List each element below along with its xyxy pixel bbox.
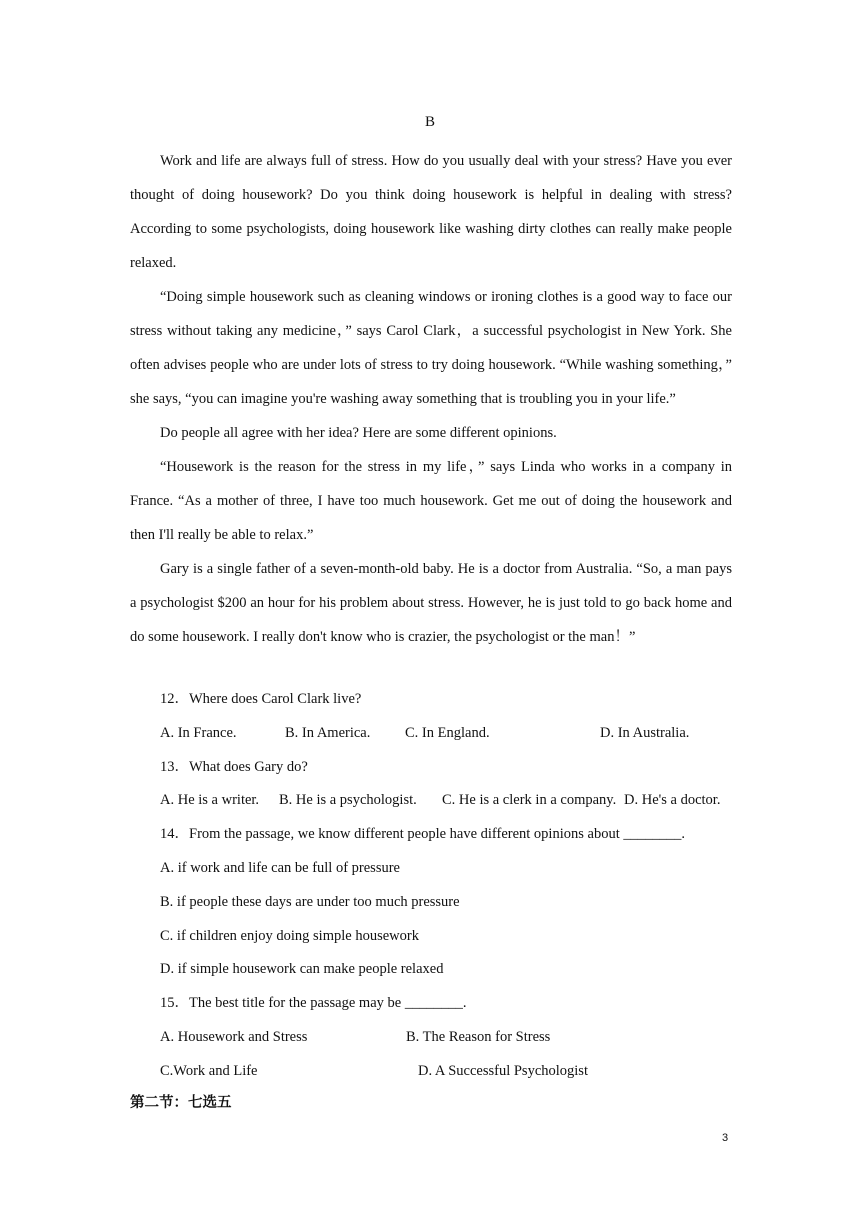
question-14-option-d: D. if simple housework can make people relaxed: [160, 961, 444, 978]
paragraph-1: Work and life are always full of stress. How do you usually deal with your stress? Have you ever thought of doing housework? Do you think doing housework is helpful in dealing with stress? According to some psychologists, doing housework like washing dirty clothes can really make people relaxed.: [130, 153, 732, 271]
question-13-options: [160, 784, 750, 818]
question-15-options-row-1: [160, 1021, 750, 1055]
question-12-option-a: A. In France.: [160, 724, 237, 741]
paragraph-4: “Housework is the reason for the stress in my life，” says Linda who works in a company in France. “As a mother of three, I have too much housework. Get me out of doing the housework and then I'll really be able to relax.”: [130, 459, 732, 543]
question-13-option-a: A. He is a writer.: [160, 792, 260, 809]
question-12-option-c: C. In England.: [405, 724, 490, 741]
reading-passage: [130, 144, 732, 654]
paragraph-5: Gary is a single father of a seven-month-old baby. He is a doctor from Australia. “So, a man pays a psychologist $200 an hour for his problem about stress. However, he is just told to go back home and do some housework. I really don't know who is crazier, the psychologist or the man！”: [130, 561, 732, 645]
question-15-stem: 15．The best title for the passage may be ________.: [160, 995, 467, 1012]
question-14-stem: 14．From the passage, we know different people have different opinions about ________.: [160, 826, 685, 843]
question-15-option-c: C.Work and Life: [160, 1062, 258, 1079]
question-list: [160, 683, 750, 1089]
page-number: 3: [722, 1132, 729, 1144]
question-13-option-d: D. He's a doctor.: [624, 792, 721, 809]
question-14-option-b: B. if people these days are under too much pressure: [160, 893, 460, 910]
question-14-option-c: C. if children enjoy doing simple housework: [160, 927, 419, 944]
question-14-option-a: A. if work and life can be full of pressure: [160, 859, 400, 876]
question-12-option-d: D. In Australia.: [600, 724, 690, 741]
question-12-stem: 12．Where does Carol Clark live?: [160, 691, 362, 707]
question-13-stem: 13．What does Gary do?: [160, 758, 308, 775]
question-15-option-a: A. Housework and Stress: [160, 1028, 308, 1045]
section-heading: 第二节：七选五: [130, 1095, 232, 1111]
question-12-option-b: B. In America.: [285, 724, 371, 741]
paragraph-3: Do people all agree with her idea? Here are some different opinions.: [160, 425, 557, 441]
question-13-option-b: B. He is a psychologist.: [279, 792, 417, 809]
question-15-option-d: D. A Successful Psychologist: [418, 1062, 588, 1079]
question-13-option-c: C. He is a clerk in a company.: [442, 792, 617, 809]
question-15-option-b: B. The Reason for Stress: [406, 1028, 551, 1045]
question-12-options: [160, 717, 750, 751]
paragraph-2: “Doing simple housework such as cleaning windows or ironing clothes is a good way to face our stress without taking any medicine，” says Carol Clark，a successful psychologist in New York. She often advises people who are under lots of stress to try doing housework. “While washing something，” she says, “you can imagine you're washing away something that is troubling you in your life.”: [130, 289, 732, 407]
section-letter: B: [424, 114, 435, 130]
question-15-options-row-2: [160, 1055, 750, 1089]
